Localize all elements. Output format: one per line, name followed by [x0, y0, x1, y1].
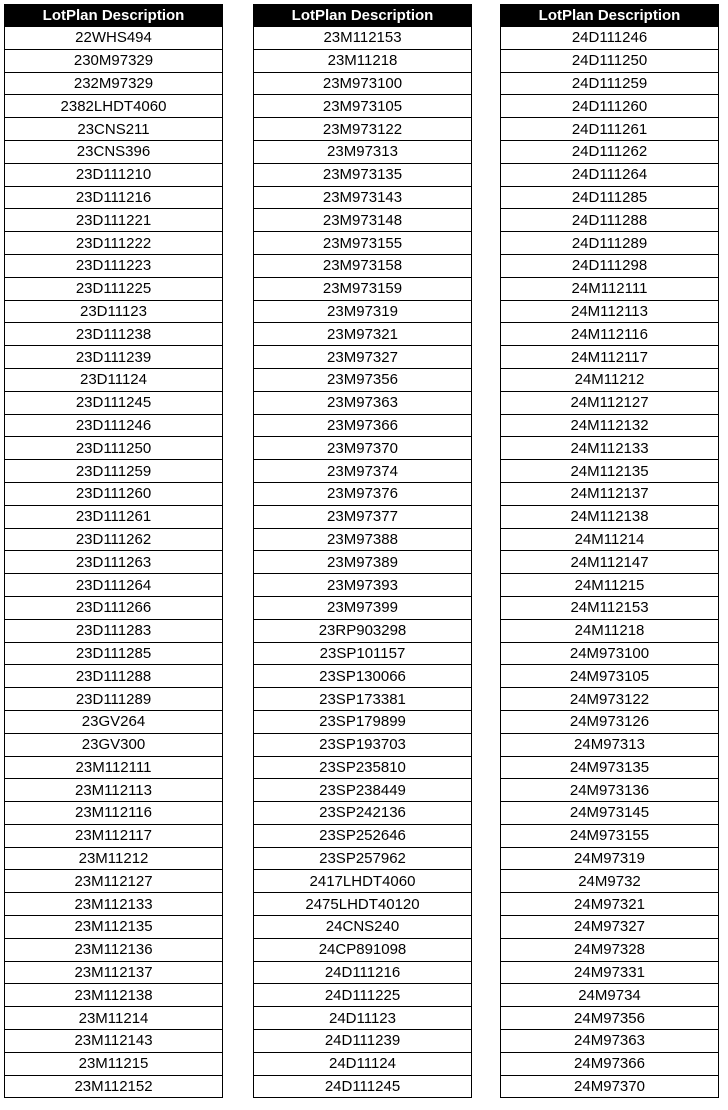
table-row	[5, 186, 223, 209]
lotplan-cell: 23M97370	[254, 437, 472, 460]
table-row	[501, 733, 719, 756]
table-row	[5, 232, 223, 255]
lotplan-cell: 24M112117	[501, 346, 719, 369]
lotplan-cell: 24M112113	[501, 300, 719, 323]
column-header: LotPlan Description	[501, 5, 719, 27]
table-row	[254, 1007, 472, 1030]
lotplan-cell: 23D111285	[5, 642, 223, 665]
lotplan-cell: 23M97363	[254, 391, 472, 414]
table-row	[501, 460, 719, 483]
table-row	[254, 551, 472, 574]
lotplan-cell: 24M97363	[501, 1030, 719, 1053]
lotplan-cell: 23M97393	[254, 574, 472, 597]
table-row	[501, 414, 719, 437]
table-row	[501, 802, 719, 825]
lotplan-cell: 24M112127	[501, 391, 719, 414]
lotplan-cell: 232M97329	[5, 72, 223, 95]
table-row	[501, 482, 719, 505]
lotplan-cell: 24M112153	[501, 596, 719, 619]
table-row	[254, 1052, 472, 1075]
lotplan-cell: 23M973135	[254, 163, 472, 186]
lotplan-cell: 23M112138	[5, 984, 223, 1007]
lotplan-cell: 24M112111	[501, 277, 719, 300]
lotplan-cell: 23D111261	[5, 505, 223, 528]
table-row	[5, 482, 223, 505]
lotplan-cell: 24D111239	[254, 1030, 472, 1053]
table-row	[5, 209, 223, 232]
table-row	[5, 619, 223, 642]
table-row	[501, 95, 719, 118]
lotplan-cell: 23M973158	[254, 254, 472, 277]
table-row	[501, 140, 719, 163]
lotplan-cell: 23D111238	[5, 323, 223, 346]
table-row	[5, 733, 223, 756]
lotplan-cell: 24D111288	[501, 209, 719, 232]
lotplan-cell: 23SP173381	[254, 688, 472, 711]
lotplan-cell: 24D111259	[501, 72, 719, 95]
table-row	[254, 95, 472, 118]
table-row	[5, 1052, 223, 1075]
lotplan-cell: 24D111216	[254, 961, 472, 984]
lotplan-cell: 24D111262	[501, 140, 719, 163]
table-row	[254, 72, 472, 95]
lotplan-table-2	[253, 4, 472, 1098]
lotplan-cell: 23M973143	[254, 186, 472, 209]
lotplan-cell: 24M97327	[501, 916, 719, 939]
table-row	[501, 665, 719, 688]
table-row	[501, 596, 719, 619]
lotplan-cell: 23M97388	[254, 528, 472, 551]
table-row	[254, 688, 472, 711]
table-row	[501, 118, 719, 141]
table-row	[5, 756, 223, 779]
table-row	[254, 323, 472, 346]
lotplan-cell: 23M112127	[5, 870, 223, 893]
lotplan-cell: 24M97331	[501, 961, 719, 984]
table-row	[254, 482, 472, 505]
table-row	[501, 984, 719, 1007]
lotplan-cell: 23M11214	[5, 1007, 223, 1030]
lotplan-cell: 24M112137	[501, 482, 719, 505]
lotplan-cell: 23SP179899	[254, 710, 472, 733]
lotplan-cell: 23D111264	[5, 574, 223, 597]
table-row	[5, 870, 223, 893]
lotplan-cell: 24D111289	[501, 232, 719, 255]
table-row	[5, 574, 223, 597]
table-row	[254, 209, 472, 232]
table-row	[254, 254, 472, 277]
lotplan-cell: 23SP252646	[254, 824, 472, 847]
table-row	[254, 186, 472, 209]
table-row	[5, 847, 223, 870]
lotplan-cell: 23D111266	[5, 596, 223, 619]
table-row	[254, 574, 472, 597]
lotplan-cell: 24D111245	[254, 1075, 472, 1098]
table-row	[254, 938, 472, 961]
table-row	[254, 756, 472, 779]
table-row	[254, 414, 472, 437]
lotplan-cell: 23SP238449	[254, 779, 472, 802]
lotplan-cell: 23SP242136	[254, 802, 472, 825]
lotplan-table-1	[4, 4, 223, 1098]
table-row	[501, 300, 719, 323]
lotplan-cell: 23M97321	[254, 323, 472, 346]
lotplan-cell: 23M97399	[254, 596, 472, 619]
table-row	[254, 1030, 472, 1053]
lotplan-cell: 23D11124	[5, 368, 223, 391]
table-row	[5, 551, 223, 574]
lotplan-cell: 23SP193703	[254, 733, 472, 756]
lotplan-cell: 23SP130066	[254, 665, 472, 688]
lotplan-cell: 24M973135	[501, 756, 719, 779]
table-row	[501, 710, 719, 733]
table-row	[5, 49, 223, 72]
lotplan-cell: 23M97376	[254, 482, 472, 505]
table-row	[254, 27, 472, 50]
lotplan-cell: 24M9734	[501, 984, 719, 1007]
table-row	[254, 916, 472, 939]
lotplan-cell: 24M973145	[501, 802, 719, 825]
table-row	[5, 277, 223, 300]
table-row	[501, 619, 719, 642]
lotplan-cell: 24M97366	[501, 1052, 719, 1075]
lotplan-cell: 24M9732	[501, 870, 719, 893]
table-row	[5, 505, 223, 528]
lotplan-cell: 22WHS494	[5, 27, 223, 50]
lotplan-cell: 24M112116	[501, 323, 719, 346]
table-row	[5, 665, 223, 688]
lotplan-cell: 24M11218	[501, 619, 719, 642]
lotplan-cell: 24M112132	[501, 414, 719, 437]
table-row	[254, 1075, 472, 1098]
lotplan-cell: 24M973100	[501, 642, 719, 665]
table-row	[254, 118, 472, 141]
table-row	[501, 893, 719, 916]
table-row	[5, 893, 223, 916]
lotplan-cell: 23D111246	[5, 414, 223, 437]
lotplan-cell: 23M97374	[254, 460, 472, 483]
lotplan-cell: 23M11212	[5, 847, 223, 870]
lotplan-cell: 23D111263	[5, 551, 223, 574]
table-row	[501, 186, 719, 209]
lotplan-cell: 23M973105	[254, 95, 472, 118]
table-row	[501, 688, 719, 711]
lotplan-cell: 24M97356	[501, 1007, 719, 1030]
lotplan-cell: 24M112135	[501, 460, 719, 483]
lotplan-cell: 23D111260	[5, 482, 223, 505]
table-row	[5, 254, 223, 277]
table-row	[5, 984, 223, 1007]
lotplan-cell: 23D111250	[5, 437, 223, 460]
lotplan-cell: 23D111225	[5, 277, 223, 300]
lotplan-cell: 24D111261	[501, 118, 719, 141]
lotplan-cell: 2417LHDT4060	[254, 870, 472, 893]
lotplan-cell: 23M11218	[254, 49, 472, 72]
table-row	[501, 847, 719, 870]
lotplan-cell: 2382LHDT4060	[5, 95, 223, 118]
table-row	[254, 961, 472, 984]
lotplan-cell: 24M11212	[501, 368, 719, 391]
table-row	[5, 824, 223, 847]
table-row	[254, 300, 472, 323]
table-row	[5, 391, 223, 414]
table-row	[5, 642, 223, 665]
lotplan-cell: 24M973122	[501, 688, 719, 711]
table-row	[5, 802, 223, 825]
table-row	[501, 551, 719, 574]
lotplan-cell: 24M973155	[501, 824, 719, 847]
table-row	[501, 368, 719, 391]
lotplan-cell: 23M973122	[254, 118, 472, 141]
table-row	[501, 938, 719, 961]
lotplan-cell: 24D111246	[501, 27, 719, 50]
lotplan-cell: 23D111245	[5, 391, 223, 414]
lotplan-cell: 23D111288	[5, 665, 223, 688]
lotplan-cell: 23M112152	[5, 1075, 223, 1098]
table-row	[254, 596, 472, 619]
table-row	[501, 254, 719, 277]
column-header: LotPlan Description	[5, 5, 223, 27]
table-row	[5, 27, 223, 50]
lotplan-cell: 24D111250	[501, 49, 719, 72]
table-row	[501, 824, 719, 847]
table-row	[5, 163, 223, 186]
table-row	[254, 232, 472, 255]
table-row	[5, 437, 223, 460]
lotplan-cell: 24CP891098	[254, 938, 472, 961]
lotplan-cell: 23M97356	[254, 368, 472, 391]
lotplan-cell: 23M112113	[5, 779, 223, 802]
lotplan-cell: 24M97321	[501, 893, 719, 916]
lotplan-cell: 23SP257962	[254, 847, 472, 870]
table-row	[501, 528, 719, 551]
lotplan-cell: 24M97370	[501, 1075, 719, 1098]
lotplan-cell: 23M97313	[254, 140, 472, 163]
table-row	[501, 642, 719, 665]
table-row	[501, 49, 719, 72]
lotplan-cell: 23D11123	[5, 300, 223, 323]
table-row	[5, 323, 223, 346]
lotplan-cell: 23GV300	[5, 733, 223, 756]
lotplan-cell: 23GV264	[5, 710, 223, 733]
table-row	[254, 847, 472, 870]
table-row	[254, 368, 472, 391]
lotplan-cell: 24M973126	[501, 710, 719, 733]
table-row	[5, 1007, 223, 1030]
lotplan-cell: 23M973100	[254, 72, 472, 95]
lotplan-cell: 23M11215	[5, 1052, 223, 1075]
lotplan-cell: 23M97377	[254, 505, 472, 528]
table-row	[5, 916, 223, 939]
table-row	[501, 437, 719, 460]
table-row	[501, 1075, 719, 1098]
table-row	[501, 1030, 719, 1053]
lotplan-cell: 23D111210	[5, 163, 223, 186]
lotplan-cell: 23M973155	[254, 232, 472, 255]
table-row	[501, 277, 719, 300]
table-row	[254, 665, 472, 688]
table-row	[5, 1075, 223, 1098]
lotplan-cell: 24M112133	[501, 437, 719, 460]
lotplan-cell: 23M112133	[5, 893, 223, 916]
lotplan-cell: 24D111298	[501, 254, 719, 277]
lotplan-cell: 23M112137	[5, 961, 223, 984]
lotplan-cell: 24D111260	[501, 95, 719, 118]
table-row	[501, 1007, 719, 1030]
table-row	[254, 528, 472, 551]
lotplan-cell: 24M973136	[501, 779, 719, 802]
lotplan-cell: 24M97328	[501, 938, 719, 961]
lotplan-cell: 23RP903298	[254, 619, 472, 642]
lotplan-cell: 24D11124	[254, 1052, 472, 1075]
table-row	[501, 1052, 719, 1075]
table-row	[254, 824, 472, 847]
table-row	[254, 346, 472, 369]
table-row	[5, 300, 223, 323]
table-row	[501, 505, 719, 528]
lotplan-cell: 23D111216	[5, 186, 223, 209]
table-row	[501, 961, 719, 984]
table-row	[254, 779, 472, 802]
table-row	[501, 916, 719, 939]
lotplan-cell: 23D111221	[5, 209, 223, 232]
lotplan-cell: 24D111285	[501, 186, 719, 209]
table-row	[254, 49, 472, 72]
lotplan-cell: 23M112111	[5, 756, 223, 779]
lotplan-cell: 23D111289	[5, 688, 223, 711]
table-row	[5, 779, 223, 802]
table-row	[501, 209, 719, 232]
lotplan-cell: 23CNS211	[5, 118, 223, 141]
lotplan-cell: 23M97319	[254, 300, 472, 323]
lotplan-cell: 23D111259	[5, 460, 223, 483]
table-row	[5, 460, 223, 483]
table-row	[254, 642, 472, 665]
table-row	[501, 756, 719, 779]
table-row	[254, 163, 472, 186]
table-row	[254, 391, 472, 414]
column-header: LotPlan Description	[254, 5, 472, 27]
table-row	[254, 733, 472, 756]
table-row	[501, 323, 719, 346]
table-row	[254, 277, 472, 300]
table-row	[5, 596, 223, 619]
lotplan-cell: 23M973159	[254, 277, 472, 300]
table-row	[254, 984, 472, 1007]
lotplan-cell: 23CNS396	[5, 140, 223, 163]
lotplan-cell: 24M973105	[501, 665, 719, 688]
lotplan-cell: 23D111222	[5, 232, 223, 255]
lotplan-cell: 24M11214	[501, 528, 719, 551]
lotplan-cell: 24M11215	[501, 574, 719, 597]
lotplan-cell: 24M112147	[501, 551, 719, 574]
table-row	[254, 505, 472, 528]
table-row	[5, 938, 223, 961]
table-row	[501, 163, 719, 186]
table-row	[254, 140, 472, 163]
lotplan-cell: 23M112135	[5, 916, 223, 939]
lotplan-cell: 23M112117	[5, 824, 223, 847]
lotplan-cell: 24M112138	[501, 505, 719, 528]
lotplan-cell: 23SP101157	[254, 642, 472, 665]
lotplan-cell: 23M97389	[254, 551, 472, 574]
table-row	[5, 72, 223, 95]
lotplan-cell: 24CNS240	[254, 916, 472, 939]
table-row	[5, 414, 223, 437]
table-row	[254, 619, 472, 642]
lotplan-cell: 230M97329	[5, 49, 223, 72]
lotplan-cell: 23M112116	[5, 802, 223, 825]
table-row	[501, 232, 719, 255]
table-row	[501, 27, 719, 50]
table-row	[5, 140, 223, 163]
table-row	[501, 574, 719, 597]
table-row	[254, 802, 472, 825]
lotplan-table-3	[500, 4, 719, 1098]
table-row	[501, 72, 719, 95]
table-row	[254, 893, 472, 916]
lotplan-cell: 24M97319	[501, 847, 719, 870]
lotplan-cell: 23M112136	[5, 938, 223, 961]
lotplan-cell: 24M97313	[501, 733, 719, 756]
table-row	[5, 118, 223, 141]
lotplan-cell: 23D111262	[5, 528, 223, 551]
lotplan-cell: 23M112153	[254, 27, 472, 50]
table-row	[254, 870, 472, 893]
table-row	[501, 346, 719, 369]
lotplan-cell: 23D111283	[5, 619, 223, 642]
lotplan-cell: 23M973148	[254, 209, 472, 232]
table-row	[501, 870, 719, 893]
lotplan-cell: 23M97327	[254, 346, 472, 369]
table-row	[5, 961, 223, 984]
lotplan-cell: 23D111223	[5, 254, 223, 277]
lotplan-cell: 24D111264	[501, 163, 719, 186]
table-row	[501, 779, 719, 802]
lotplan-cell: 23SP235810	[254, 756, 472, 779]
table-row	[254, 710, 472, 733]
table-row	[5, 368, 223, 391]
lotplan-cell: 2475LHDT40120	[254, 893, 472, 916]
table-row	[254, 460, 472, 483]
lotplan-cell: 23M97366	[254, 414, 472, 437]
table-row	[5, 528, 223, 551]
table-row	[5, 688, 223, 711]
lotplan-cell: 23D111239	[5, 346, 223, 369]
table-row	[5, 1030, 223, 1053]
lotplan-cell: 24D111225	[254, 984, 472, 1007]
table-row	[5, 710, 223, 733]
table-row	[501, 391, 719, 414]
table-row	[5, 346, 223, 369]
lotplan-cell: 24D11123	[254, 1007, 472, 1030]
table-row	[254, 437, 472, 460]
table-row	[5, 95, 223, 118]
lotplan-cell: 23M112143	[5, 1030, 223, 1053]
